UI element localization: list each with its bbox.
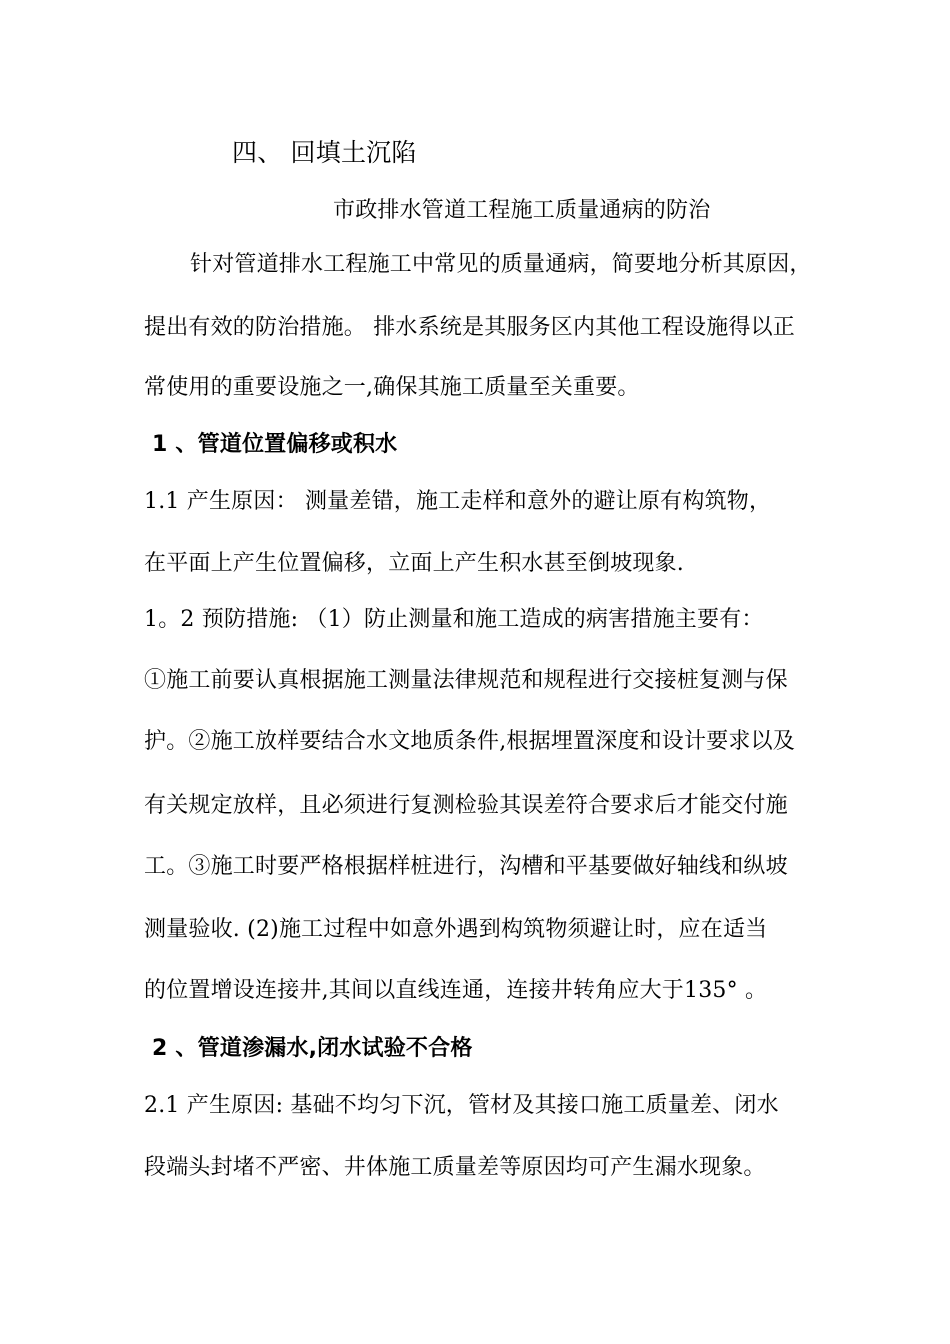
paragraph-line: ①施工前要认真根据施工测量法律规范和规程进行交接桩复测与保 — [144, 668, 788, 693]
intro-line: 针对管道排水工程施工中常见的质量通病，简要地分析其原因， — [190, 252, 812, 277]
paragraph-line: 的位置增设连接井,其间以直线连通，连接井转角应大于135° 。 — [144, 978, 768, 1003]
heading-1: 1 、管道位置偏移或积水 — [152, 432, 398, 457]
intro-line: 常使用的重要设施之一,确保其施工质量至关重要。 — [144, 375, 640, 400]
document-title: 市政排水管道工程施工质量通病的防治 — [333, 198, 711, 223]
section-title: 四、 回填土沉陷 — [232, 138, 417, 167]
paragraph-line: 护。②施工放样要结合水文地质条件,根据埋置深度和设计要求以及 — [144, 729, 795, 754]
heading-2: 2 、管道渗漏水,闭水试验不合格 — [152, 1036, 473, 1061]
paragraph-line: 1.1 产生原因： 测量差错，施工走样和意外的避让原有构筑物， — [144, 489, 772, 514]
paragraph-line: 有关规定放样，且必须进行复测检验其误差符合要求后才能交付施 — [144, 793, 788, 818]
intro-line: 提出有效的防治措施。 排水系统是其服务区内其他工程设施得以正 — [144, 315, 795, 340]
paragraph-line: 工。③施工时要严格根据样桩进行，沟槽和平基要做好轴线和纵坡 — [144, 854, 788, 879]
paragraph-line: 测量验收. (2)施工过程中如意外遇到构筑物须避让时，应在适当 — [144, 917, 768, 942]
paragraph-line: 1。2 预防措施: （1）防止测量和施工造成的病害措施主要有： — [144, 607, 764, 632]
paragraph-line: 在平面上产生位置偏移，立面上产生积水甚至倒坡现象. — [144, 551, 684, 576]
paragraph-line: 2.1 产生原因: 基础不均匀下沉，管材及其接口施工质量差、闭水 — [144, 1093, 779, 1118]
paragraph-line: 段端头封堵不严密、井体施工质量差等原因均可产生漏水现象。 — [144, 1155, 766, 1180]
